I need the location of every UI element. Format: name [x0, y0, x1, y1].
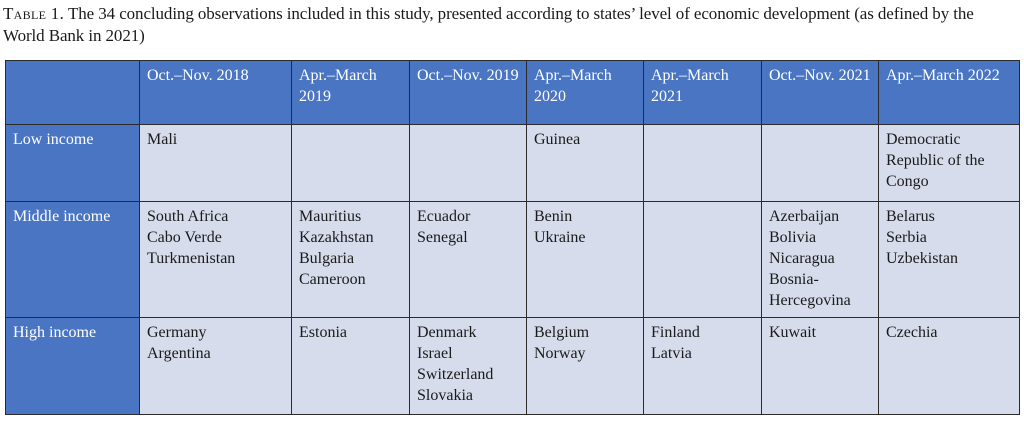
country-name: Azerbaijan: [769, 208, 840, 225]
table-cell: [140, 318, 292, 415]
table-row: [6, 318, 1020, 415]
table-cell: [527, 125, 644, 202]
country-name: Norway: [534, 345, 586, 362]
country-name: Bosnia-Hercegovina: [769, 271, 851, 309]
row-header-cell: Low income: [6, 125, 140, 202]
table-cell: [879, 125, 1020, 202]
country-name: Ukraine: [534, 229, 586, 246]
country-name: Bulgaria: [299, 250, 355, 267]
country-name: Democratic Republic of the Congo: [886, 131, 985, 190]
country-name: Turkmenistan: [147, 250, 236, 267]
table-cell: [644, 318, 762, 415]
country-name: Israel: [417, 345, 453, 362]
country-name: Guinea: [534, 131, 581, 148]
table-header-row: [6, 61, 1020, 125]
table-row: [6, 125, 1020, 202]
table-row: [6, 202, 1020, 318]
header-cell: Apr.–March 2020: [527, 61, 644, 125]
header-cell: Apr.–March 2021: [644, 61, 762, 125]
table-cell: [762, 318, 879, 415]
country-name: Denmark: [417, 324, 477, 341]
country-name: Senegal: [417, 229, 468, 246]
row-header-cell: Middle income: [6, 202, 140, 318]
table-cell: [762, 202, 879, 318]
table-cell: [292, 202, 410, 318]
country-name: Bolivia: [769, 229, 817, 246]
country-name: Kuwait: [769, 324, 817, 341]
country-name: Kazakhstan: [299, 229, 374, 246]
country-name: Czechia: [886, 324, 938, 341]
table-cell: [527, 318, 644, 415]
country-name: Cameroon: [299, 271, 366, 288]
country-name: Latvia: [651, 345, 692, 362]
table-caption-label: Table 1.: [3, 4, 65, 23]
table-cell: [762, 125, 879, 202]
table-caption: [3, 3, 1019, 47]
table-caption-text: The 34 concluding observations included in this study, presented according to states’ level of economic development (as defined by the World Bank in 2021): [3, 4, 974, 45]
table-cell: [140, 125, 292, 202]
country-name: Switzerland: [417, 366, 494, 383]
table-cell: [140, 202, 292, 318]
country-name: Germany: [147, 324, 207, 341]
table-cell: [292, 318, 410, 415]
header-cell: Oct.–Nov. 2019: [410, 61, 527, 125]
table-cell: [527, 202, 644, 318]
table-cell: [644, 125, 762, 202]
country-name: Belarus: [886, 208, 935, 225]
country-name: Estonia: [299, 324, 347, 341]
country-name: Benin: [534, 208, 573, 225]
country-name: Slovakia: [417, 387, 473, 404]
table-cell: [410, 202, 527, 318]
country-name: South Africa: [147, 208, 229, 225]
country-name: Finland: [651, 324, 700, 341]
country-name: Belgium: [534, 324, 590, 341]
row-header-cell: High income: [6, 318, 140, 415]
country-name: Cabo Verde: [147, 229, 222, 246]
country-name: Serbia: [886, 229, 927, 246]
table-cell: [879, 202, 1020, 318]
country-name: Uzbekistan: [886, 250, 958, 267]
observations-table: [5, 60, 1020, 415]
header-cell: Apr.–March 2019: [292, 61, 410, 125]
table-cell: [879, 318, 1020, 415]
table-cell: [410, 125, 527, 202]
header-cell: Oct.–Nov. 2021: [762, 61, 879, 125]
table-cell: [644, 202, 762, 318]
header-cell: Apr.–March 2022: [879, 61, 1020, 125]
header-cell-empty: [6, 61, 140, 125]
country-name: Argentina: [147, 345, 211, 362]
table-cell: [292, 125, 410, 202]
header-cell: Oct.–Nov. 2018: [140, 61, 292, 125]
country-name: Mauritius: [299, 208, 362, 225]
country-name: Ecuador: [417, 208, 471, 225]
country-name: Mali: [147, 131, 178, 148]
country-name: Nicaragua: [769, 250, 835, 267]
table-cell: [410, 318, 527, 415]
